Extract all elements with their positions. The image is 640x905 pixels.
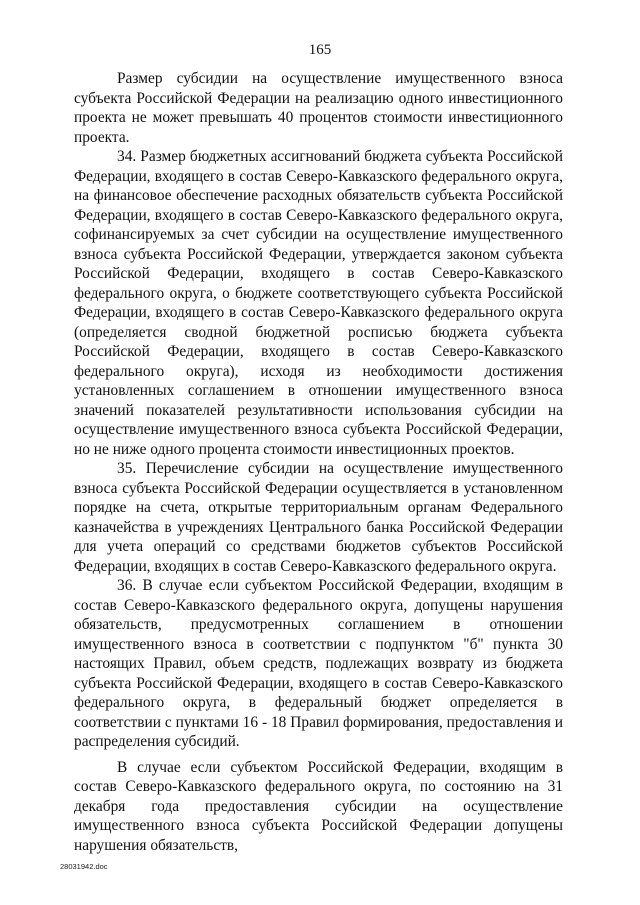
page-number: 165 [308, 42, 332, 58]
paragraph-subsidy-limit: Размер субсидии на осуществление имущественного взноса субъекта Российской Федерации на реализацию одного инвестиционного проекта не может превышать 40 процентов стоимости инвестиционного проекта. [74, 70, 563, 146]
paragraph-violation-case: В случае если субъектом Российской Федерации, входящим в состав Северо-Кавказского федерального округа, по состоянию на 31 декабря года предоставления субсидии на осуществление имущественного взноса субъекта Российской Федерации допущены нарушения обязательств, [74, 758, 563, 854]
paragraph-35: 35. Перечисление субсидии на осуществление имущественного взноса субъекта Российской Федерации осуществляется в установленном порядке на счета, открытые территориальным органам Федерального казначейства в учреждениях Центрального банка Российской Федерации для учета операций со средствами бюджетов субъектов Российской Федерации, входящих в состав Северо-Кавказского федерального округа. [74, 460, 563, 575]
paragraph-34: 34. Размер бюджетных ассигнований бюджета субъекта Российской Федерации, входящего в состав Северо-Кавказского федерального округа, на финансовое обеспечение расходных обязательств субъекта Российской Федерации, входящего в состав Северо-Кавказского федерального округа, софинансируемых за счет субсидии на осуществление имущественного взноса субъекта Российской Федерации, утверждается законом субъекта Российской Федерации, входящего в состав Северо-Кавказского федерального округа, о бюджете соответствующего субъекта Российской Федерации, входящего в состав Северо-Кавказского федерального округа (определяется сводной бюджетной росписью бюджета субъекта Российской Федерации, входящего в состав Северо-Кавказского федерального округа), исходя из необходимости достижения установленных соглашением в отношении имущественного взноса значений показателей результативности использования субсидии на осуществление имущественного взноса субъекта Российской Федерации, но не ниже одного процента стоимости инвестиционных проектов. [74, 148, 563, 458]
document-body [74, 69, 563, 855]
document-file-code: 28031942.doc [60, 862, 108, 871]
paragraph-36: 36. В случае если субъектом Российской Федерации, входящим в состав Северо-Кавказского федерального округа, допущены нарушения обязательств, предусмотренных соглашением в отношении имущественного взноса в соответствии с подпунктом "б" пункта 30 настоящих Правил, объем средств, подлежащих возврату из бюджета субъекта Российской Федерации, входящего в состав Северо-Кавказского федерального округа, в федеральный бюджет определяется в соответствии с пунктами 16 - 18 Правил формирования, предоставления и распределения субсидий. [74, 577, 563, 750]
